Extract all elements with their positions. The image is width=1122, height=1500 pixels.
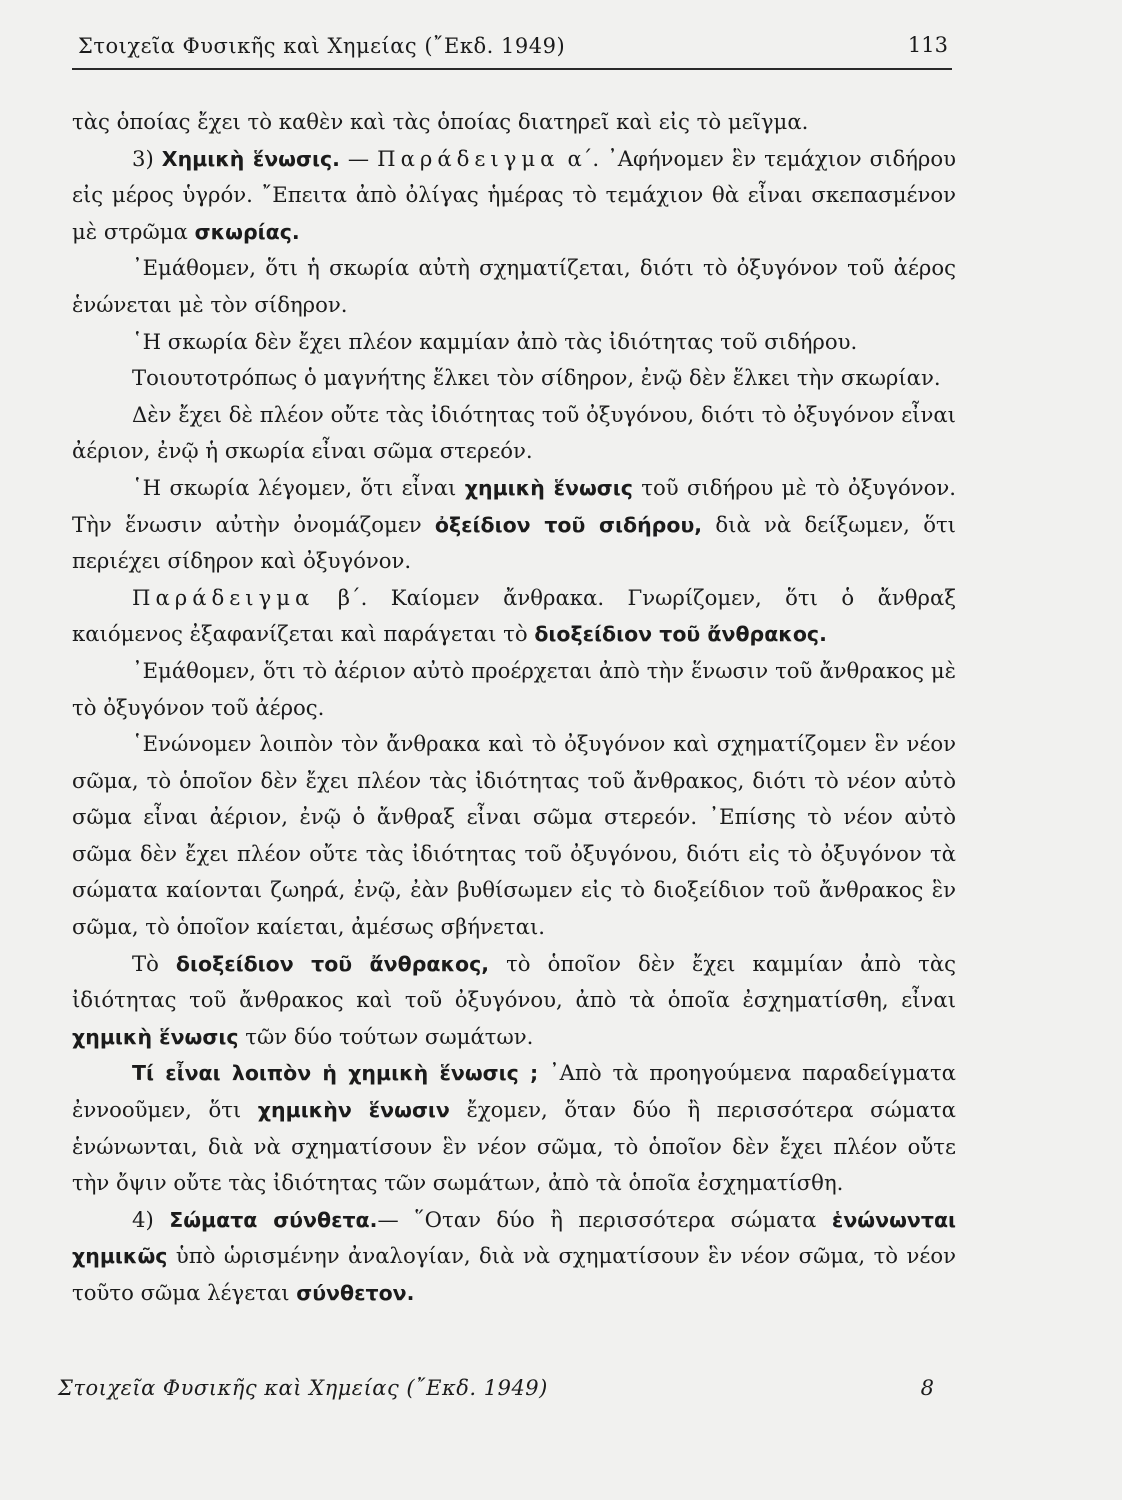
paragraph [72, 946, 956, 1056]
paragraph-example-b [72, 580, 956, 653]
paragraph-continuation [72, 104, 956, 141]
paragraph [72, 360, 956, 397]
bold-term: ἑνώνωνται χημικῶς [72, 1207, 957, 1269]
paragraph [72, 653, 956, 726]
text-run: α΄. ᾿Αφήνομεν ἓν τεμάχιον σιδήρου εἰς μέρος ὑγρόν. ῎Επειτα ἀπὸ ὀλίγας ἡμέρας τὸ τεμάχιον θὰ εἶναι σκεπασμένον μὲ στρῶμα [72, 145, 956, 244]
paragraph [72, 470, 956, 580]
text-run: β΄. Καίομεν ἄνθρακα. Γνωρίζομεν, ὅτι ὁ ἄνθραξ καιόμενος ἐξαφανίζεται καὶ παράγεται τὸ [72, 584, 956, 647]
text-run: τὰς ὁποίας ἔχει τὸ καθὲν καὶ τὰς ὁποίας διατηρεῖ καὶ εἰς τὸ μεῖγμα. [72, 109, 809, 134]
text-run: — ῞Οταν δύο ἢ περισσότερα σώματα [377, 1206, 832, 1232]
text-run: ὑπὸ ὡρισμένην ἀναλογίαν, διὰ νὰ σχηματίσουν ἓν νέον σῶμα, τὸ νέον τοῦτο σῶμα λέγεται [72, 1243, 956, 1305]
text-run: ἔχομεν, ὅταν δύο ἢ περισσότερα σώματα ἑνώνωνται, διὰ νὰ σχηματίσουν ἓν νέον σῶμα, τὸ ὁποῖον δὲν ἔχει πλέον οὔτε τὴν ὄψιν οὔτε τὰς ἰδιότητας τῶν σωμάτων, ἀπὸ τὰ ὁποῖα ἐσχηματίσθη. [72, 1097, 956, 1196]
section-heading: Σώματα σύνθετα. [169, 1207, 378, 1232]
page-header [72, 28, 952, 70]
bold-question: Τί εἶναι λοιπὸν ἡ χημικὴ ἕνωσις ; [132, 1061, 539, 1086]
text-run: Τὸ [132, 950, 176, 976]
section-number: 4) [132, 1206, 170, 1232]
text-run: ῾Η σκωρία δὲν ἔχει πλέον καμμίαν ἀπὸ τὰς ἰδιότητας τοῦ σιδήρου. [132, 328, 858, 354]
paragraph-chemical-compound [72, 141, 956, 251]
text-run: ᾿Εμάθομεν, ὅτι ἡ σκωρία αὐτὴ σχηματίζεται, διότι τὸ ὀξυγόνον τοῦ ἀέρος ἑνώνεται μὲ τὸν σίδηρον. [72, 255, 956, 317]
section-number: 3) [132, 145, 162, 171]
text-run: Τοιουτοτρόπως ὁ μαγνήτης ἕλκει τὸν σίδηρον, ἐνῷ δὲν ἕλκει τὴν σκωρίαν. [132, 365, 941, 391]
text-run: διὰ νὰ δείξωμεν, ὅτι περιέχει σίδηρον καὶ ὀξυγόνον. [72, 511, 956, 574]
text-run: ῾Ενώνομεν λοιπὸν τὸν ἄνθρακα καὶ τὸ ὀξυγόνον καὶ σχηματίζομεν ἓν νέον σῶμα, τὸ ὁποῖον δὲν ἔχει πλέον τὰς ἰδιότητας τοῦ ἄνθρακος, διότι τὸ νέον αὐτὸ σῶμα εἶναι ἀέριον, ἐνῷ ὁ ἄνθραξ εἶναι σῶμα στερεόν. ᾿Επίσης τὸ νέον αὐτὸ σῶμα δὲν ἔχει πλέον οὔτε τὰς ἰδιότητας τοῦ ὀξυγόνου, διότι εἰς τὸ ὀξυγόνον τὰ σώματα καίονται ζωηρά, ἐνῷ, ἐὰν βυθίσωμεν εἰς τὸ διοξείδιον τοῦ ἄνθρακος ἓν σῶμα, τὸ ὁποῖον καίεται, ἀμέσως σβήνεται. [72, 731, 956, 940]
bold-term: χημικὴ ἕνωσις [72, 1024, 239, 1049]
signature-mark: 8 [920, 1376, 934, 1400]
text-run: τοῦ σιδήρου μὲ τὸ ὀξυγόνον. Τὴν ἕνωσιν αὐτὴν ὀνομάζομεν [72, 474, 957, 537]
paragraph-compound-bodies [72, 1202, 956, 1312]
paragraph [72, 324, 956, 361]
text-run: ᾿Απὸ τὰ προηγούμενα παραδείγματα ἐννοοῦμεν, ὅτι [72, 1060, 956, 1123]
text-run: τὸ ὁποῖον δὲν ἔχει καμμίαν ἀπὸ τὰς ἰδιότητας τοῦ ἄνθρακος καὶ τοῦ ὀξυγόνου, ἀπὸ τὰ ὁποῖα ἐσχηματίσθη, εἶναι [72, 950, 957, 1013]
bold-term: διοξείδιον τοῦ ἄνθρακος. [534, 622, 827, 647]
footer-title: Στοιχεῖα Φυσικῆς καὶ Χημείας (῎Εκδ. 1949) [58, 1376, 548, 1400]
text-run: τῶν δύο τούτων σωμάτων. [238, 1023, 534, 1049]
bold-term: σκωρίας. [194, 219, 300, 244]
text-run: Δὲν ἔχει δὲ πλέον οὔτε τὰς ἰδιότητας τοῦ ὀξυγόνου, διότι τὸ ὀξυγόνον εἶναι ἀέριον, ἐνῷ ἡ σκωρία εἶναι σῶμα στερεόν. [72, 401, 956, 464]
page-body [72, 104, 956, 1312]
page-footer [58, 1376, 938, 1412]
bold-term: σύνθετον. [296, 1281, 415, 1305]
page-number: 113 [907, 33, 948, 57]
text-run: ῾Η σκωρία λέγομεν, ὅτι εἶναι [132, 474, 465, 500]
bold-term: χημικὴ ἕνωσις [464, 475, 633, 500]
section-heading: Χημικὴ ἕνωσις. [161, 146, 340, 171]
running-title: Στοιχεῖα Φυσικῆς καὶ Χημείας (῎Εκδ. 1949) [78, 34, 566, 58]
paragraph [72, 397, 956, 470]
paragraph [72, 726, 956, 946]
example-label: Παράδειγμα [377, 145, 560, 171]
example-label: Παράδειγμα [132, 584, 315, 610]
paragraph [72, 250, 956, 323]
bold-term: διοξείδιον τοῦ ἄνθρακος, [175, 951, 490, 976]
paragraph-definition [72, 1055, 956, 1201]
text-run: ᾿Εμάθομεν, ὅτι τὸ ἀέριον αὐτὸ προέρχεται ἀπὸ τὴν ἕνωσιν τοῦ ἄνθρακος μὲ τὸ ὀξυγόνον τοῦ ἀέρος. [72, 657, 956, 720]
bold-term: χημικὴν ἕνωσιν [257, 1098, 450, 1123]
bold-term: ὀξείδιον τοῦ σιδήρου, [434, 512, 703, 537]
text-run: — [339, 145, 378, 171]
